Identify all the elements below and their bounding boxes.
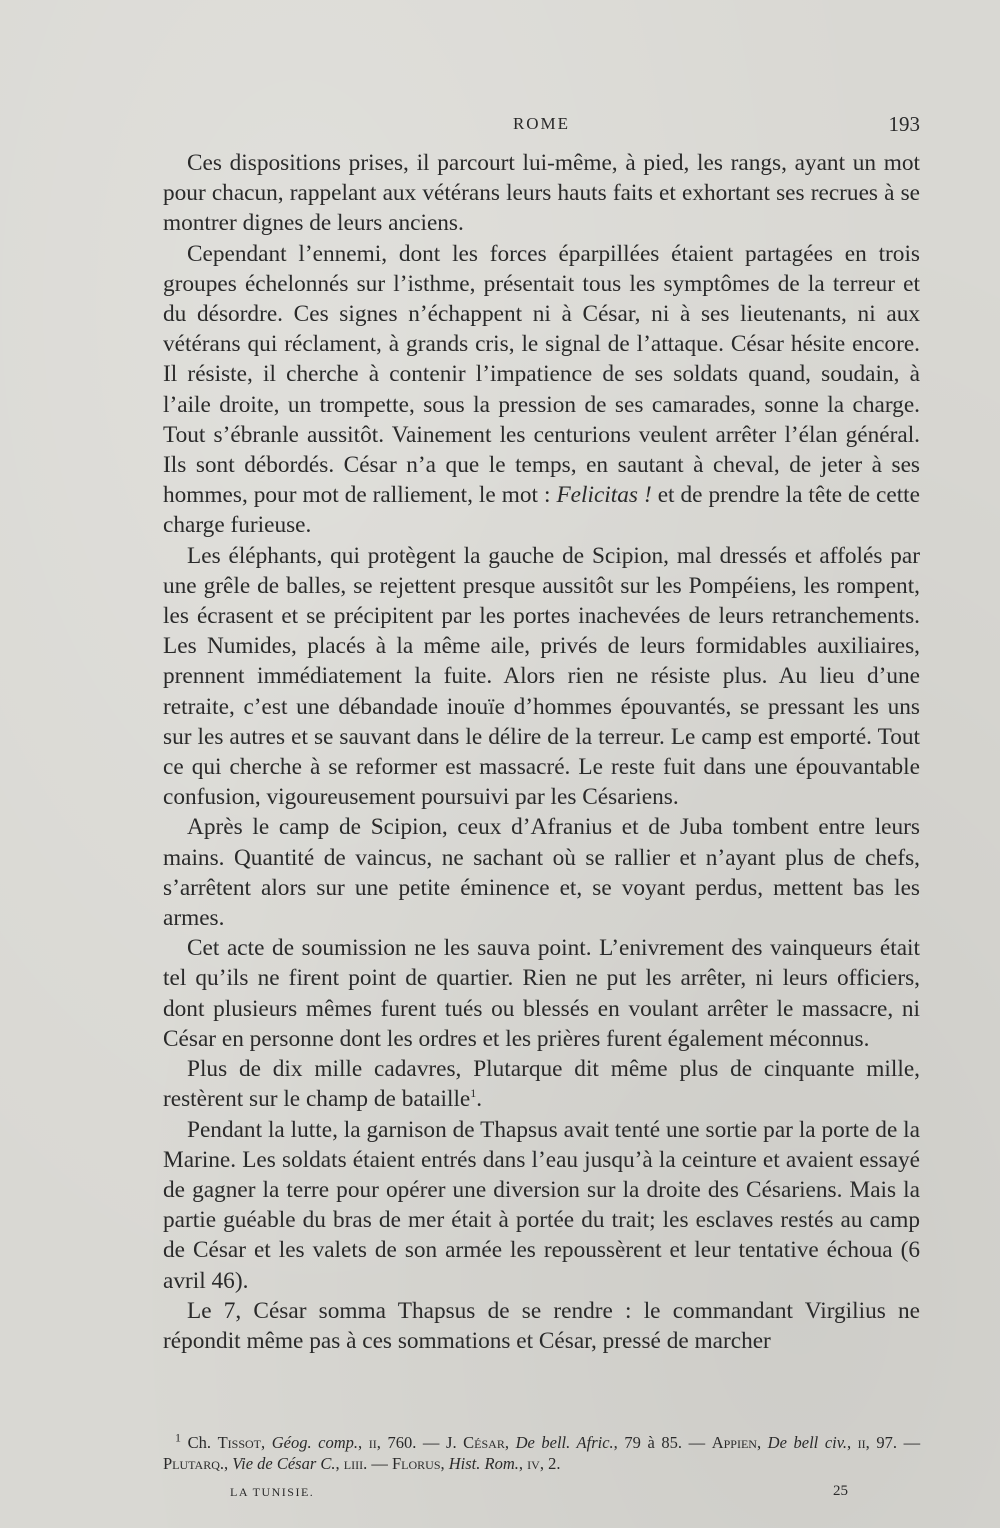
paragraph-2-italic: Felicitas ! [556,482,652,509]
footnote-work: Hist. Rom. [448,1454,519,1473]
running-title: ROME [512,114,571,133]
paragraph-5: Cet acte de soumission ne les sauva point. L’enivrement des vainqueurs était tel qu’ils ne firent point de quartier. Rien ne put les arrêter, ni leurs officiers, dont plusieurs mêmes furent tués ou blessés en voulant arrêter le massacre, ni César en personne dont les ordres et les prières furent également méconnus. [163,935,920,1052]
footnote-text: , [224,1454,229,1473]
footnote-volume: ii [857,1433,866,1452]
footnote-text: , [504,1433,509,1452]
footnote-text: . — [363,1454,388,1473]
footnote-volume: liii [343,1454,364,1473]
paragraph-7: Pendant la lutte, la garnison de Thapsus avait tenté une sortie par la porte de la Marine. Les soldats étaient entrés dans l’eau jusqu’à la ceinture et avaient essayé de gagner la terre pour opérer une diversion sur la droite des Césariens. Mais la partie guéable du bras de mer était à portée du trait; les esclaves restés au camp de César et les valets de son armée les repoussèrent et leur tentative échoua (6 avril 46). [163,1116,920,1294]
footnote-author: Florus [391,1454,441,1473]
footnote-text: , [261,1433,266,1452]
signature-mark: LA TUNISIE. [230,1485,315,1499]
page-number: 193 [888,112,920,136]
footnote-work: Géog. comp. [271,1433,359,1452]
footnote-text: , 79 à 85. — [613,1433,706,1452]
paragraph-4: Après le camp de Scipion, ceux d’Afranius et de Juba tombent entre leurs mains. Quantité de vaincus, ne sachant où se rallier et n’ayant plus de chefs, s’arrêtent alors sur une petite éminence et, se voyant perdus, mettent bas les armes. [163,814,920,932]
footnote-work: Vie de César C. [232,1454,336,1473]
footnote-work: De bell. Afric. [515,1433,614,1452]
footnote-1 [163,1432,920,1474]
footnote-text: , [846,1433,852,1452]
signature-number: 25 [833,1483,848,1499]
footnote-text: , 2. [539,1454,561,1473]
footnotes [163,1432,920,1474]
main-text [163,148,920,1356]
footnote-volume: iv [527,1454,540,1473]
footnote-volume: ii [368,1433,377,1452]
footnote-text: , [358,1433,369,1452]
footnote-text: , [756,1433,762,1452]
footnote-author: César [463,1433,505,1452]
running-head [163,112,920,136]
footnote-text: , [440,1454,445,1473]
footnote-author: Tissot [217,1433,261,1452]
footnote-text: , 97. — [865,1433,921,1452]
paragraph-1: Ces dispositions prises, il parcourt lui-même, à pied, les rangs, ayant un mot pour chacun, rappelant aux vétérans leurs hauts faits et exhortant ses recrues à se montrer dignes de leurs anciens. [163,150,920,237]
footnote-text: , [518,1454,524,1473]
paragraph-2 [163,239,920,541]
paragraph-8: Le 7, César somma Thapsus de se rendre : le commandant Virgilius ne répondit même pas à ces sommations et César, pressé de marcher [163,1297,920,1354]
footnote-mark: 1 [175,1430,181,1445]
footnote-text: , 760. — J. [376,1433,457,1452]
footnote-text: Ch. [187,1433,211,1452]
paragraph-3: Les éléphants, qui protègent la gauche de Scipion, mal dressés et affolés par une grêle de balles, se rejettent presque aussitôt sur les Pompéiens, les rompent, les écrasent et se précipitent par les portes inachevées de leurs retranchements. Les Numides, placés à la même aile, privés de leurs formidables auxiliaires, prennent immédiatement la fuite. Alors rien ne résiste plus. Au lieu d’une retraite, c’est une débandade inouïe d’hommes épouvantés, se pressant les uns sur les autres et se sauvant dans le délire de la terreur. Le camp est emporté. Tout ce qui cherche à se reformer est massacré. Le reste fuit dans une épouvantable confusion, vigoureusement poursuivi par les Césariens. [163,542,920,811]
paragraph-2-text-a: Cependant l’ennemi, dont les forces éparpillées étaient partagées en trois groupes échelonnés sur l’isthme, présentait tous les symptômes de la terreur et du désordre. Ces signes n’échappent ni à César, ni à ses lieutenants, ni aux vétérans qui réclament, à grands cris, le signal de l’attaque. César hésite encore. Il résiste, il cherche à contenir l’impatience de ses soldats quand, soudain, à l’aile droite, un trompette, sous la pression de ses camarades, sonne la charge. Tout s’ébranle aussitôt. Vainement les centurions veulent arrêter l’élan général. Ils sont débordés. César n’a que le temps, en sautant à cheval, de jeter à ses hommes, pour mot de ralliement, le mot : [163,240,920,509]
paragraph-2-text-b: et de prendre la tête de cette charge furieuse. [163,482,920,539]
footnote-author: Plutarq. [163,1454,225,1473]
paragraph-6-text: Plus de dix mille cadavres, Plutarque dit même plus de cinquante mille, restèrent sur le champ de bataille [163,1056,920,1113]
footnote-work: De bell civ. [767,1433,847,1452]
paragraph-6-end: . [476,1086,483,1113]
paragraph-6 [163,1054,920,1114]
footnote-author: Appien [711,1433,757,1452]
footnote-text: , [335,1454,340,1473]
footnote-reference: 1 [470,1086,477,1101]
